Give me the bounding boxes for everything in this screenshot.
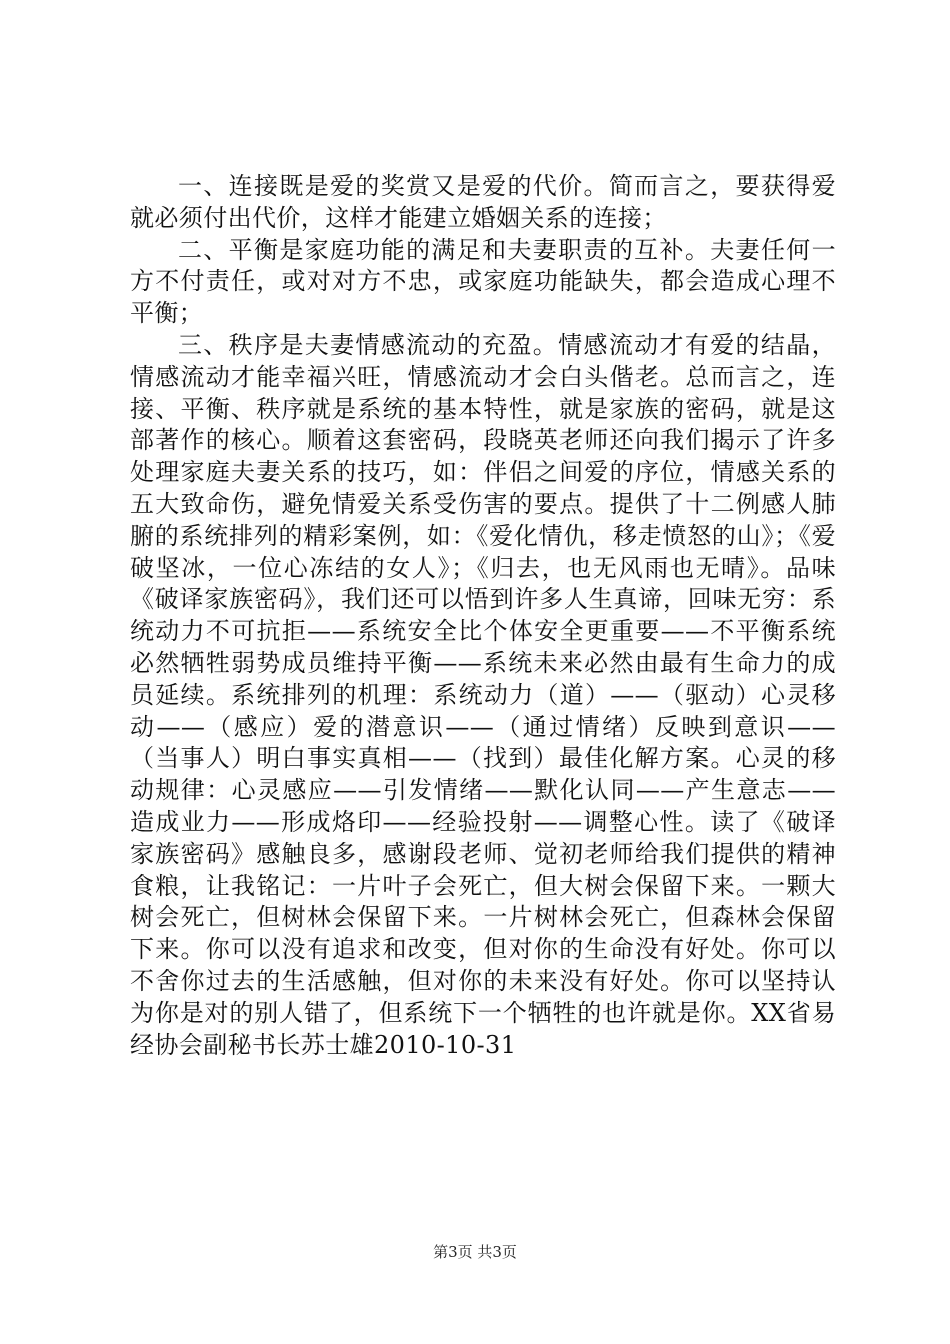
paragraph-connection: 一、连接既是爱的奖赏又是爱的代价。简而言之，要获得爱就必须付出代价，这样才能建立婚姻关系的连接； [130, 172, 836, 232]
paragraph-balance: 二、平衡是家庭功能的满足和夫妻职责的互补。夫妻任何一方不付责任，或对对方不忠，或家庭功能缺失，都会造成心理不平衡； [130, 235, 836, 328]
paragraph-order: 三、秩序是夫妻情感流动的充盈。情感流动才有爱的结晶，情感流动才能幸福兴旺，情感流动才会白头偕老。总而言之，连接、平衡、秩序就是系统的基本特性，就是家族的密码，就是这部著作的核心。顺着这套密码，段晓英老师还向我们揭示了许多处理家庭夫妻关系的技巧，如：伴侣之间爱的序位，情感关系的五大致命伤，避免情爱关系受伤害的要点。提供了十二例感人肺腑的系统排列的精彩案例，如：《爱化情仇，移走愤怒的山》；《爱破坚冰，一位心冻结的女人》；《归去，也无风雨也无晴》。品味《破译家族密码》，我们还可以悟到许多人生真谛，回味无穷：系统动力不可抗拒——系统安全比个体安全更重要——不平衡系统必然牺牲弱势成员维持平衡——系统未来必然由最有生命力的成员延续。系统排列的机理：系统动力（道）——（驱动）心灵移动——（感应）爱的潜意识——（通过情绪）反映到意识——（当事人）明白事实真相——（找到）最佳化解方案。心灵的移动规律：心灵感应——引发情绪——默化认同——产生意志——造成业力——形成烙印——经验投射——调整心性。读了《破译家族密码》感触良多，感谢段老师、觉初老师给我们提供的精神食粮，让我铭记：一片叶子会死亡，但大树会保留下来。一颗大树会死亡，但树林会保留下来。一片树林会死亡，但森林会保留下来。你可以没有追求和改变，但对你的生命没有好处。你可以不舍你过去的生活感触，但对你的未来没有好处。你可以坚持认为你是对的别人错了，但系统下一个牺牲的也许就是你。XX省易经协会副秘书长苏士雄2010-10-31 [130, 330, 836, 1059]
document-body [130, 171, 836, 1061]
page-footer: 第3页 共3页 [433, 1243, 517, 1261]
